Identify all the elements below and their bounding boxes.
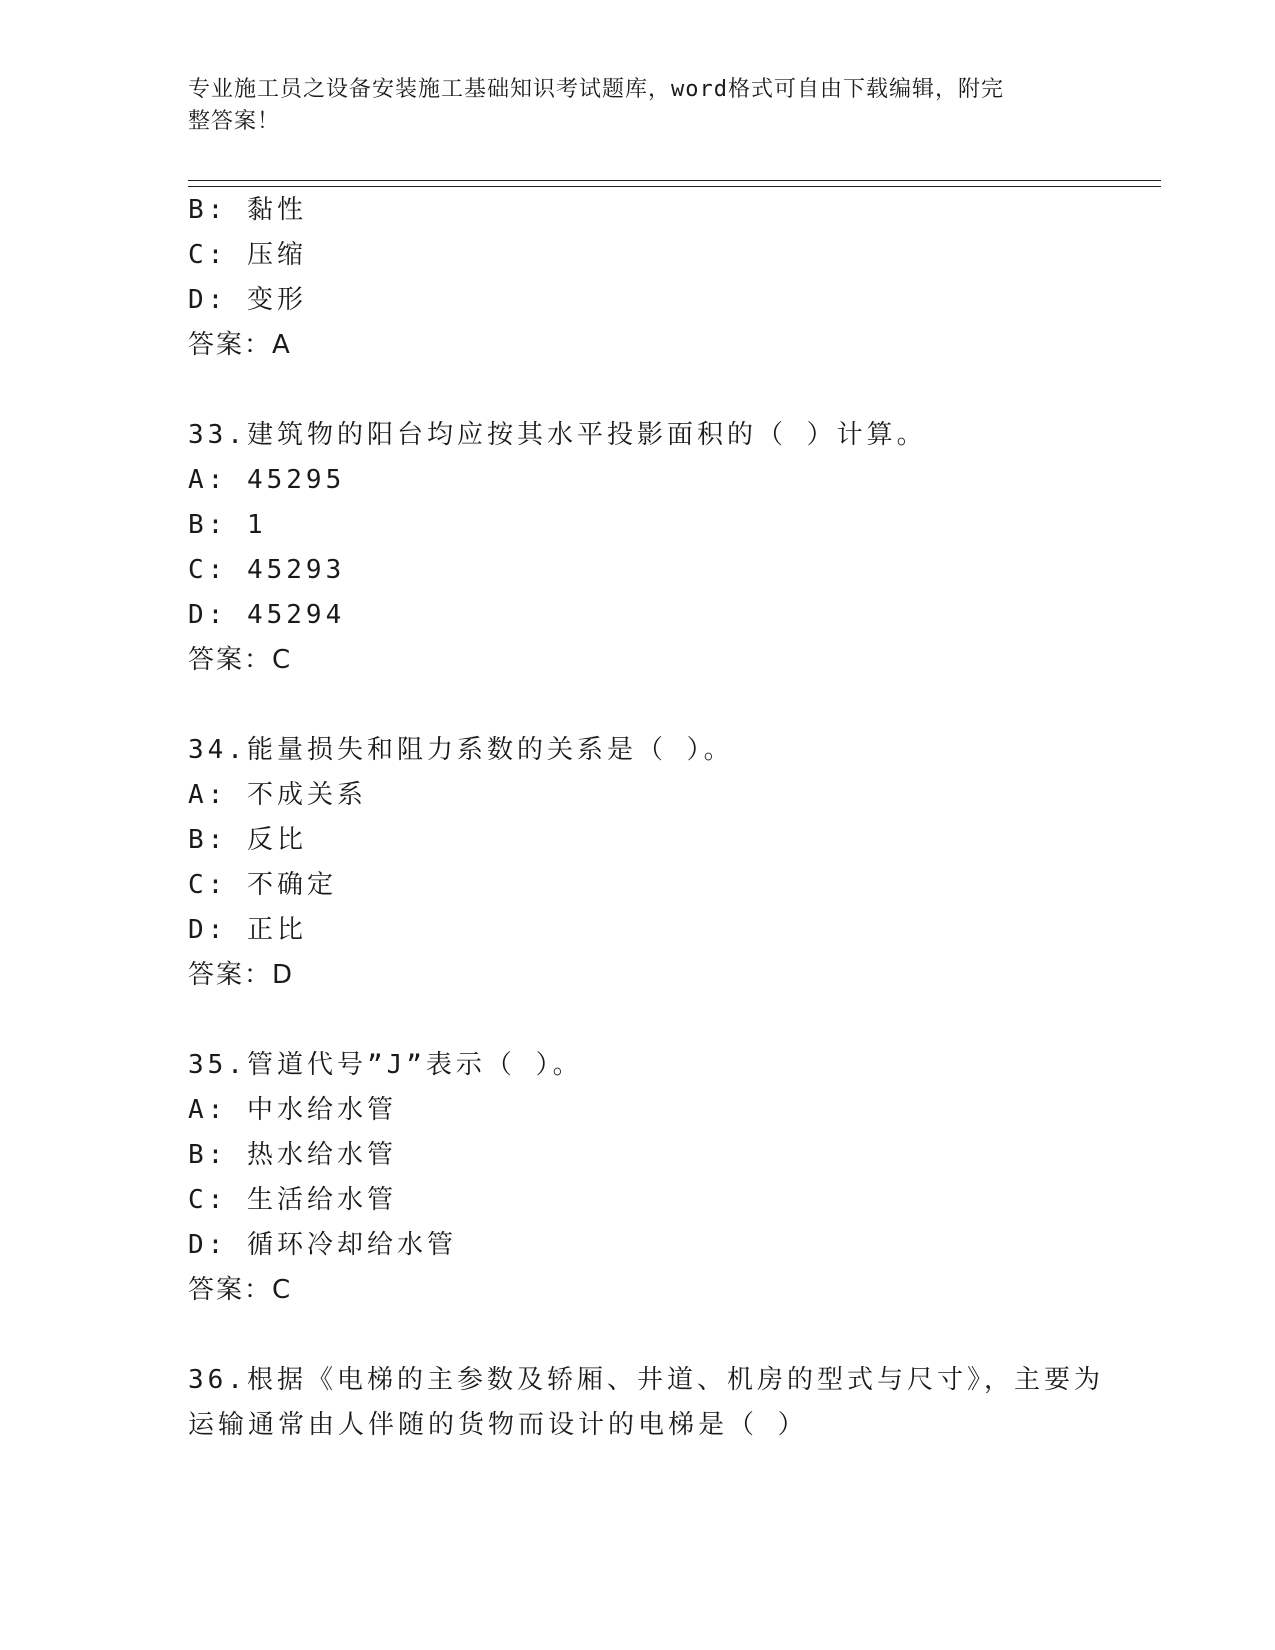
question-stem-line-1: 36.根据《电梯的主参数及轿厢、井道、机房的型式与尺寸》，主要为 (188, 1365, 1104, 1395)
option-d: D: 正比 (188, 915, 307, 945)
answer-line: 答案：D (188, 960, 295, 990)
option-d: D: 变形 (188, 285, 307, 315)
option-c: C: 压缩 (188, 240, 307, 270)
question-stem: 35.管道代号”J”表示（ ）。 (188, 1050, 583, 1080)
header-line-1: 专业施工员之设备安装施工基础知识考试题库，word格式可自由下载编辑，附完 (188, 77, 1004, 102)
question-stem: 33.建筑物的阳台均应按其水平投影面积的（ ）计算。 (188, 420, 927, 450)
option-c: C: 45293 (188, 555, 346, 585)
option-a: A: 中水给水管 (188, 1095, 397, 1125)
option-d: D: 循环冷却给水管 (188, 1230, 457, 1260)
header-divider-bottom (188, 186, 1161, 187)
option-b: B: 黏性 (188, 195, 307, 225)
option-b: B: 热水给水管 (188, 1140, 397, 1170)
document-header (188, 74, 1088, 138)
header-divider-top (188, 180, 1161, 181)
header-line-2: 整答案！ (188, 109, 281, 134)
option-c: C: 不确定 (188, 870, 337, 900)
option-c: C: 生活给水管 (188, 1185, 397, 1215)
option-a: A: 45295 (188, 465, 346, 495)
option-d: D: 45294 (188, 600, 346, 630)
question-stem: 34.能量损失和阻力系数的关系是（ ）。 (188, 735, 734, 765)
answer-line: 答案：A (188, 330, 292, 360)
option-b: B: 1 (188, 510, 267, 540)
question-stem-line-2: 运输通常由人伴随的货物而设计的电梯是（ ） (188, 1410, 808, 1440)
option-a: A: 不成关系 (188, 780, 367, 810)
answer-line: 答案：C (188, 645, 293, 675)
option-b: B: 反比 (188, 825, 307, 855)
answer-line: 答案：C (188, 1275, 293, 1305)
